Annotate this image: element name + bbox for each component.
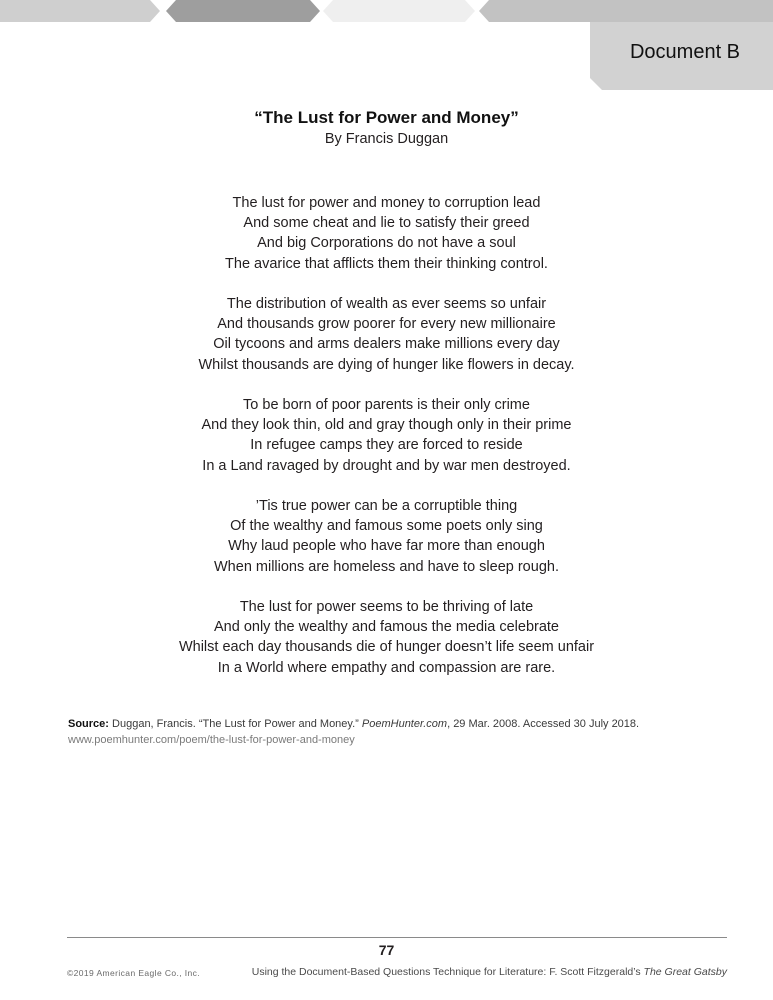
hexagon-strip-graphic	[0, 0, 773, 22]
poem-byline: By Francis Duggan	[324, 131, 449, 147]
poem-line: Whilst each day thousands die of hunger doesn’t life seem unfair	[178, 639, 595, 656]
source-text-after: , 29 Mar. 2008. Accessed 30 July 2018.	[447, 718, 640, 730]
document-tab	[590, 22, 773, 90]
poem-line: In a Land ravaged by drought and by war men destroyed.	[202, 457, 571, 474]
stanza-3	[0, 395, 773, 476]
poem-line: ’Tis true power can be a corruptible thing	[255, 498, 518, 514]
source-label: Source:	[68, 718, 109, 730]
poem-line: In a World where empathy and compassion are rare.	[217, 659, 556, 676]
poem-body	[0, 193, 773, 698]
stanza-1	[0, 193, 773, 274]
strip-segment-4	[479, 0, 773, 22]
poem-line: When millions are homeless and have to sleep rough.	[214, 558, 559, 575]
book-title-italic: The Great Gatsby	[643, 966, 727, 978]
book-title-prefix: Using the Document-Based Questions Technique for Literature: F. Scott Fitzgerald’s	[251, 966, 644, 978]
stanza-2	[0, 294, 773, 375]
source-citation	[68, 717, 708, 748]
top-decorative-strip	[0, 0, 773, 22]
poem-line: And they look thin, old and gray though only in their prime	[201, 417, 572, 434]
book-title	[252, 966, 727, 978]
poem-line: And big Corporations do not have a soul	[257, 235, 516, 252]
poem-line: And thousands grow poorer for every new millionaire	[217, 316, 556, 333]
stanza-5	[0, 597, 773, 678]
strip-segment-3	[323, 0, 475, 22]
source-text-before: Duggan, Francis. “The Lust for Power and Money.”	[108, 718, 362, 730]
document-label: Document B	[629, 41, 741, 63]
poem-line: Of the wealthy and famous some poets only sing	[230, 518, 543, 535]
poem-title: “The Lust for Power and Money”	[254, 108, 519, 127]
strip-segment-1	[0, 0, 160, 22]
poem-line: Oil tycoons and arms dealers make millions every day	[213, 336, 560, 353]
stanza-4	[0, 496, 773, 577]
poem-line: The lust for power and money to corruption lead	[232, 195, 541, 211]
poem-line: The avarice that afflicts them their thinking control.	[225, 255, 548, 272]
poem-line: To be born of poor parents is their only crime	[243, 397, 530, 413]
source-site-name: PoemHunter.com	[361, 718, 448, 730]
page-number: 77	[378, 942, 395, 958]
strip-segment-2	[166, 0, 320, 22]
poem-line: The lust for power seems to be thriving of late	[239, 599, 534, 615]
poem-line: And only the wealthy and famous the media celebrate	[214, 619, 559, 636]
copyright-notice: ©2019 American Eagle Co., Inc.	[67, 968, 201, 978]
poem-line: Why laud people who have far more than enough	[228, 538, 545, 555]
poem-line: The distribution of wealth as ever seems so unfair	[226, 296, 547, 312]
footer-divider	[67, 937, 727, 938]
poem-line: In refugee camps they are forced to reside	[250, 437, 523, 454]
poem-line: Whilst thousands are dying of hunger like flowers in decay.	[198, 356, 575, 373]
poem-line: And some cheat and lie to satisfy their greed	[243, 215, 530, 232]
source-url-link[interactable]: www.poemhunter.com/poem/the-lust-for-power-and-money	[68, 733, 355, 746]
